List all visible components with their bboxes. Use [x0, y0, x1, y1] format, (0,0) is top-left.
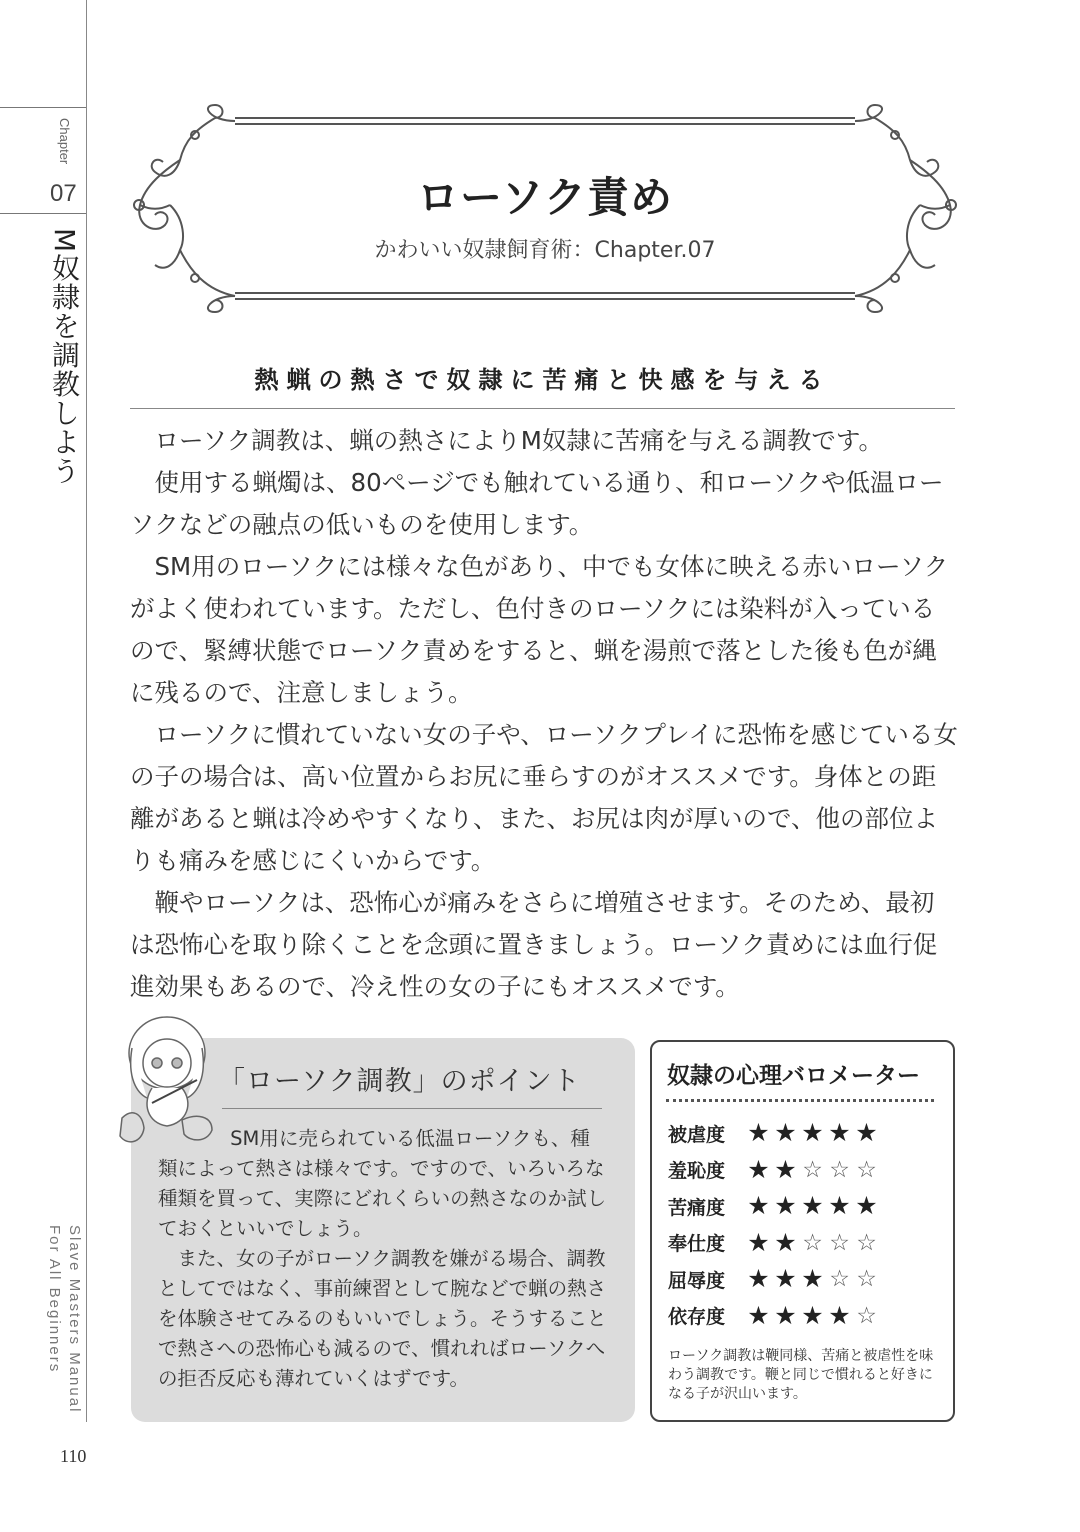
sidebar-rule-mid — [0, 213, 86, 214]
empty-star-icon: ☆ — [829, 1266, 850, 1293]
barometer-row — [668, 1261, 948, 1298]
star-rating — [746, 1156, 879, 1184]
body-paragraph: 鞭やローソクは、恐怖心が痛みをさらに増殖させます。そのため、最初は恐怖心を取り除くことを念頭に置きましょう。ローソク責めには血行促進効果もあるので、冷え性の女の子にもオススメです。 — [130, 888, 938, 1001]
headline-underline — [130, 408, 955, 409]
barometer-note: ローソク調教は鞭同様、苦痛と被虐性を味わう調教です。鞭と同じで慣れると好きになる子が沢山います。 — [668, 1348, 934, 1402]
barometer-label: 被虐度 — [668, 1123, 726, 1146]
page-number: 110 — [60, 1446, 87, 1466]
filled-star-icon: ★ — [774, 1191, 797, 1221]
filled-star-icon: ★ — [774, 1118, 797, 1148]
body-paragraph: SM用のローソクには様々な色があり、中でも女体に映える赤いローソクがよく使われています。ただし、色付きのローソクには染料が入っているので、緊縛状態でローソク責めをすると、蝋を湯煎で落とした後も色が縄に残るので、注意しましょう。 — [130, 552, 949, 707]
filled-star-icon: ★ — [801, 1264, 824, 1294]
star-rating — [746, 1119, 879, 1147]
empty-star-icon: ☆ — [856, 1229, 877, 1256]
star-rating — [746, 1302, 879, 1330]
sidebar-rule-top — [0, 107, 86, 108]
body-text — [130, 420, 958, 1008]
filled-star-icon: ★ — [801, 1118, 824, 1148]
section-title-vertical: M奴隷を調教しよう — [48, 228, 81, 486]
filled-star-icon: ★ — [828, 1191, 851, 1221]
filled-star-icon: ★ — [774, 1300, 797, 1330]
chapter-label: Chapter — [57, 118, 72, 165]
star-rating — [746, 1192, 879, 1220]
filled-star-icon: ★ — [747, 1118, 770, 1148]
series-title-line-2: For All Beginners — [46, 1225, 63, 1374]
star-rating — [746, 1229, 879, 1257]
barometer-row — [668, 1188, 948, 1225]
filled-star-icon: ★ — [747, 1154, 770, 1184]
barometer-label: 屈辱度 — [668, 1269, 726, 1292]
page-title: ローソク責め — [417, 173, 673, 222]
barometer-row — [668, 1298, 948, 1335]
point-box-text — [158, 1124, 608, 1394]
filled-star-icon: ★ — [828, 1118, 851, 1148]
point-box-rule — [222, 1108, 602, 1109]
barometer-label: 依存度 — [668, 1306, 726, 1329]
body-paragraph: ローソクに慣れていない女の子や、ローソクプレイに恐怖を感じている女の子の場合は、高い位置からお尻に垂らすのがオススメです。身体との距離があると蝋は冷めやすくなり、また、お尻は肉が厚いので、他の部位よりも痛みを感じにくいからです。 — [130, 720, 958, 875]
point-box-title: 「ローソク調教」のポイント — [218, 1066, 581, 1097]
empty-star-icon: ☆ — [829, 1156, 850, 1183]
filled-star-icon: ★ — [774, 1227, 797, 1257]
filled-star-icon: ★ — [747, 1264, 770, 1294]
filled-star-icon: ★ — [855, 1191, 878, 1221]
filled-star-icon: ★ — [828, 1300, 851, 1330]
barometer-row — [668, 1225, 948, 1262]
empty-star-icon: ☆ — [856, 1302, 877, 1329]
series-title-en — [40, 1225, 84, 1420]
empty-star-icon: ☆ — [829, 1229, 850, 1256]
filled-star-icon: ★ — [855, 1118, 878, 1148]
filled-star-icon: ★ — [747, 1227, 770, 1257]
filled-star-icon: ★ — [774, 1264, 797, 1294]
filled-star-icon: ★ — [801, 1191, 824, 1221]
empty-star-icon: ☆ — [856, 1156, 877, 1183]
barometer-rows — [668, 1115, 948, 1334]
empty-star-icon: ☆ — [802, 1229, 823, 1256]
star-rating — [746, 1265, 879, 1293]
barometer-title: 奴隷の心理バロメーター — [667, 1063, 920, 1089]
filled-star-icon: ★ — [747, 1191, 770, 1221]
page-subtitle: かわいい奴隷飼育術：Chapter.07 — [374, 238, 716, 263]
empty-star-icon: ☆ — [802, 1156, 823, 1183]
point-paragraph: また、女の子がローソク調教を嫌がる場合、調教としてではなく、事前練習として腕などで蝋の熱さを体験させてみるのもいいでしょう。そうすることで熱さへの恐怖心も減るので、慣れればローソクへの拒否反応も薄れていくはずです。 — [158, 1247, 607, 1390]
body-paragraph: 使用する蝋燭は、80ページでも触れている通り、和ローソクや低温ローソクなどの融点の低いものを使用します。 — [130, 468, 944, 539]
point-paragraph: SM用に売られている低温ローソクも、種類によって熱さは様々です。ですので、いろいろな種類を買って、実際にどれくらいの熱さなのか試しておくといいでしょう。 — [158, 1127, 607, 1240]
barometer-row — [668, 1115, 948, 1152]
barometer-label: 苦痛度 — [668, 1196, 726, 1219]
filled-star-icon: ★ — [801, 1300, 824, 1330]
barometer-label: 奉仕度 — [668, 1233, 726, 1256]
barometer-dotted-rule — [666, 1099, 934, 1102]
barometer-label: 羞恥度 — [668, 1160, 726, 1183]
sidebar-vertical-rule — [86, 0, 87, 1422]
filled-star-icon: ★ — [747, 1300, 770, 1330]
body-paragraph: ローソク調教は、蝋の熱さによりM奴隷に苦痛を与える調教です。 — [154, 426, 883, 455]
section-headline: 熱蝋の熱さで奴隷に苦痛と快感を与える — [254, 366, 831, 394]
filled-star-icon: ★ — [774, 1154, 797, 1184]
empty-star-icon: ☆ — [856, 1266, 877, 1293]
barometer-row — [668, 1152, 948, 1189]
chapter-number: 07 — [50, 180, 77, 207]
series-title-line-1: Slave Masters Manual — [66, 1225, 83, 1414]
